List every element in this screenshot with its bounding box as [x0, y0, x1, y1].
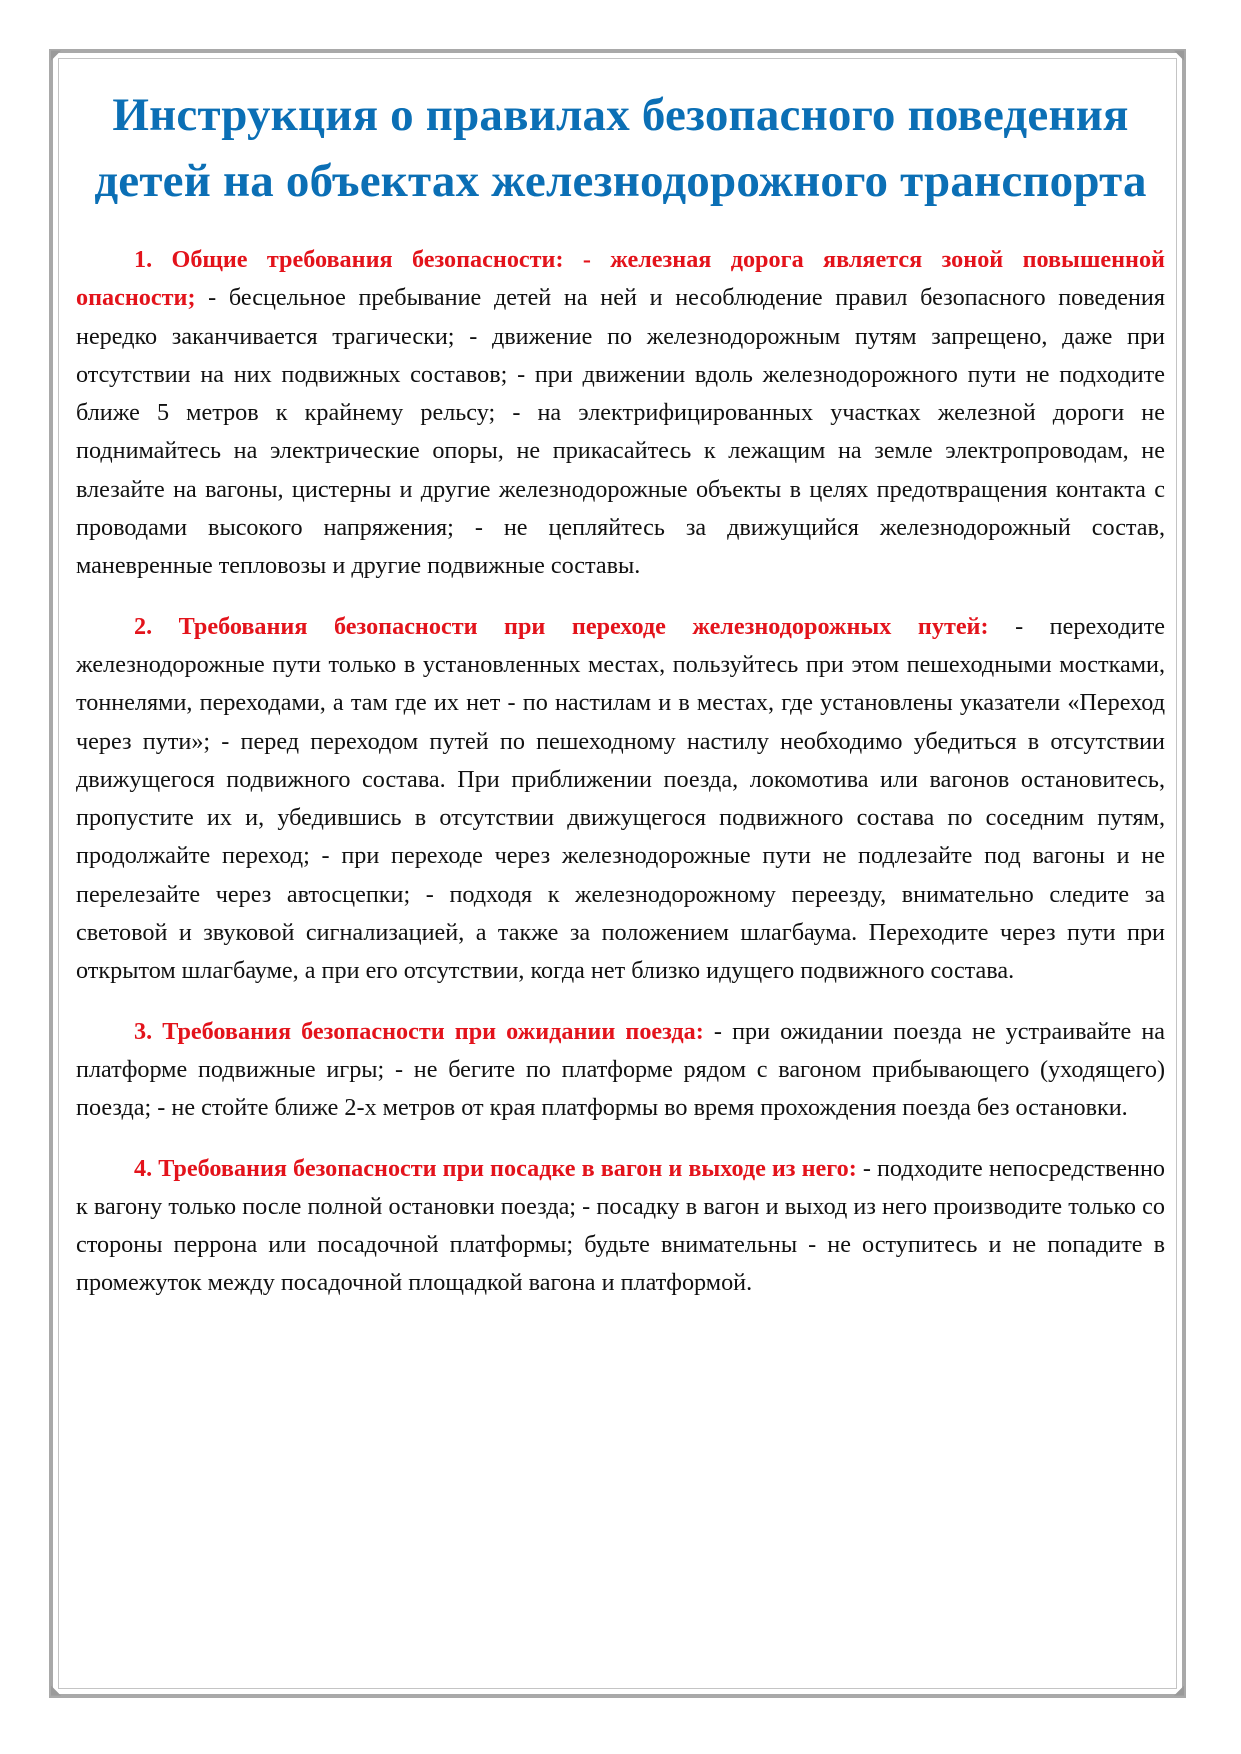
section-heading: Общие требования безопасности: - железная дорога является зоной повышенной опасности; [76, 246, 1165, 312]
section-heading: Требования безопасности при переходе железнодорожных путей: [178, 612, 989, 640]
section-heading: Требования безопасности при посадке в вагон и выходе из него: [158, 1154, 857, 1182]
section-text: - подходите непосредственно к вагону только после полной остановки поезда; - посадку в вагон и выход из него производите только со стороны перрона или посадочной платформы; будьте внимательны - не оступитесь и не попадите в промежуток между посадочной площадкой вагона и платформой. [76, 1154, 1165, 1297]
corner-ornament-icon: ◥ [1174, 48, 1184, 63]
document-title: Инструкция о правилах безопасного поведения детей на объектах железнодорожного транспорта [94, 89, 1147, 207]
section-crossing-tracks [76, 608, 1165, 991]
corner-ornament-icon: ◤ [51, 48, 61, 63]
section-number: 1. [134, 246, 153, 273]
section-general-requirements [76, 241, 1165, 586]
section-heading: Требования безопасности при ожидании поезда: [162, 1017, 704, 1045]
corner-ornament-icon: ◣ [51, 1683, 61, 1698]
section-boarding-exiting [76, 1150, 1165, 1303]
section-number: 3. [134, 1017, 153, 1045]
section-number: 2. [134, 612, 153, 640]
corner-ornament-icon: ◢ [1174, 1683, 1184, 1698]
section-text: - переходите железнодорожные пути только в установленных местах, пользуйтесь при этом пешеходными мостками, тоннелями, переходами, а там где их нет - по настилам и в местах, где установлены указатели «Переход через пути»; - перед переходом путей по пешеходному настилу необходимо убедиться в отсутствии движущегося подвижного состава. При приближении поезда, локомотива или вагонов остановитесь, пропустите их и, убедившись в отсутствии движущегося подвижного состава по соседним путям, продолжайте переход; - при переходе через железнодорожные пути не подлезайте под вагоны и не перелезайте через автосцепки; - подходя к железнодорожному переезду, внимательно следите за световой и звуковой сигнализацией, а также за положением шлагбаума. Переходите через пути при открытом шлагбауме, а при его отсутствии, когда нет близко идущего подвижного состава. [76, 612, 1165, 985]
document-body [76, 82, 1165, 1303]
section-number: 4. [134, 1154, 153, 1182]
section-waiting-train [76, 1013, 1165, 1128]
section-text: - бесцельное пребывание детей на ней и несоблюдение правил безопасного поведения нередко заканчивается трагически; - движение по железнодорожным путям запрещено, даже при отсутствии на них подвижных составов; - при движении вдоль железнодорожного пути не подходите ближе 5 метров к крайнему рельсу; - на электрифицированных участках железной дороги не поднимайтесь на электрические опоры, не прикасайтесь к лежащим на земле электропроводам, не влезайте на вагоны, цистерны и другие железнодорожные объекты в целях предотвращения контакта с проводами высокого напряжения; - не цепляйтесь за движущийся железнодорожный состав, маневренные тепловозы и другие подвижные составы. [76, 284, 1165, 580]
section-text: - при ожидании поезда не устраивайте на платформе подвижные игры; - не бегите по платформе рядом с вагоном прибывающего (уходящего) поезда; - не стойте ближе 2-х метров от края платформы во время прохождения поезда без остановки. [76, 1017, 1166, 1122]
